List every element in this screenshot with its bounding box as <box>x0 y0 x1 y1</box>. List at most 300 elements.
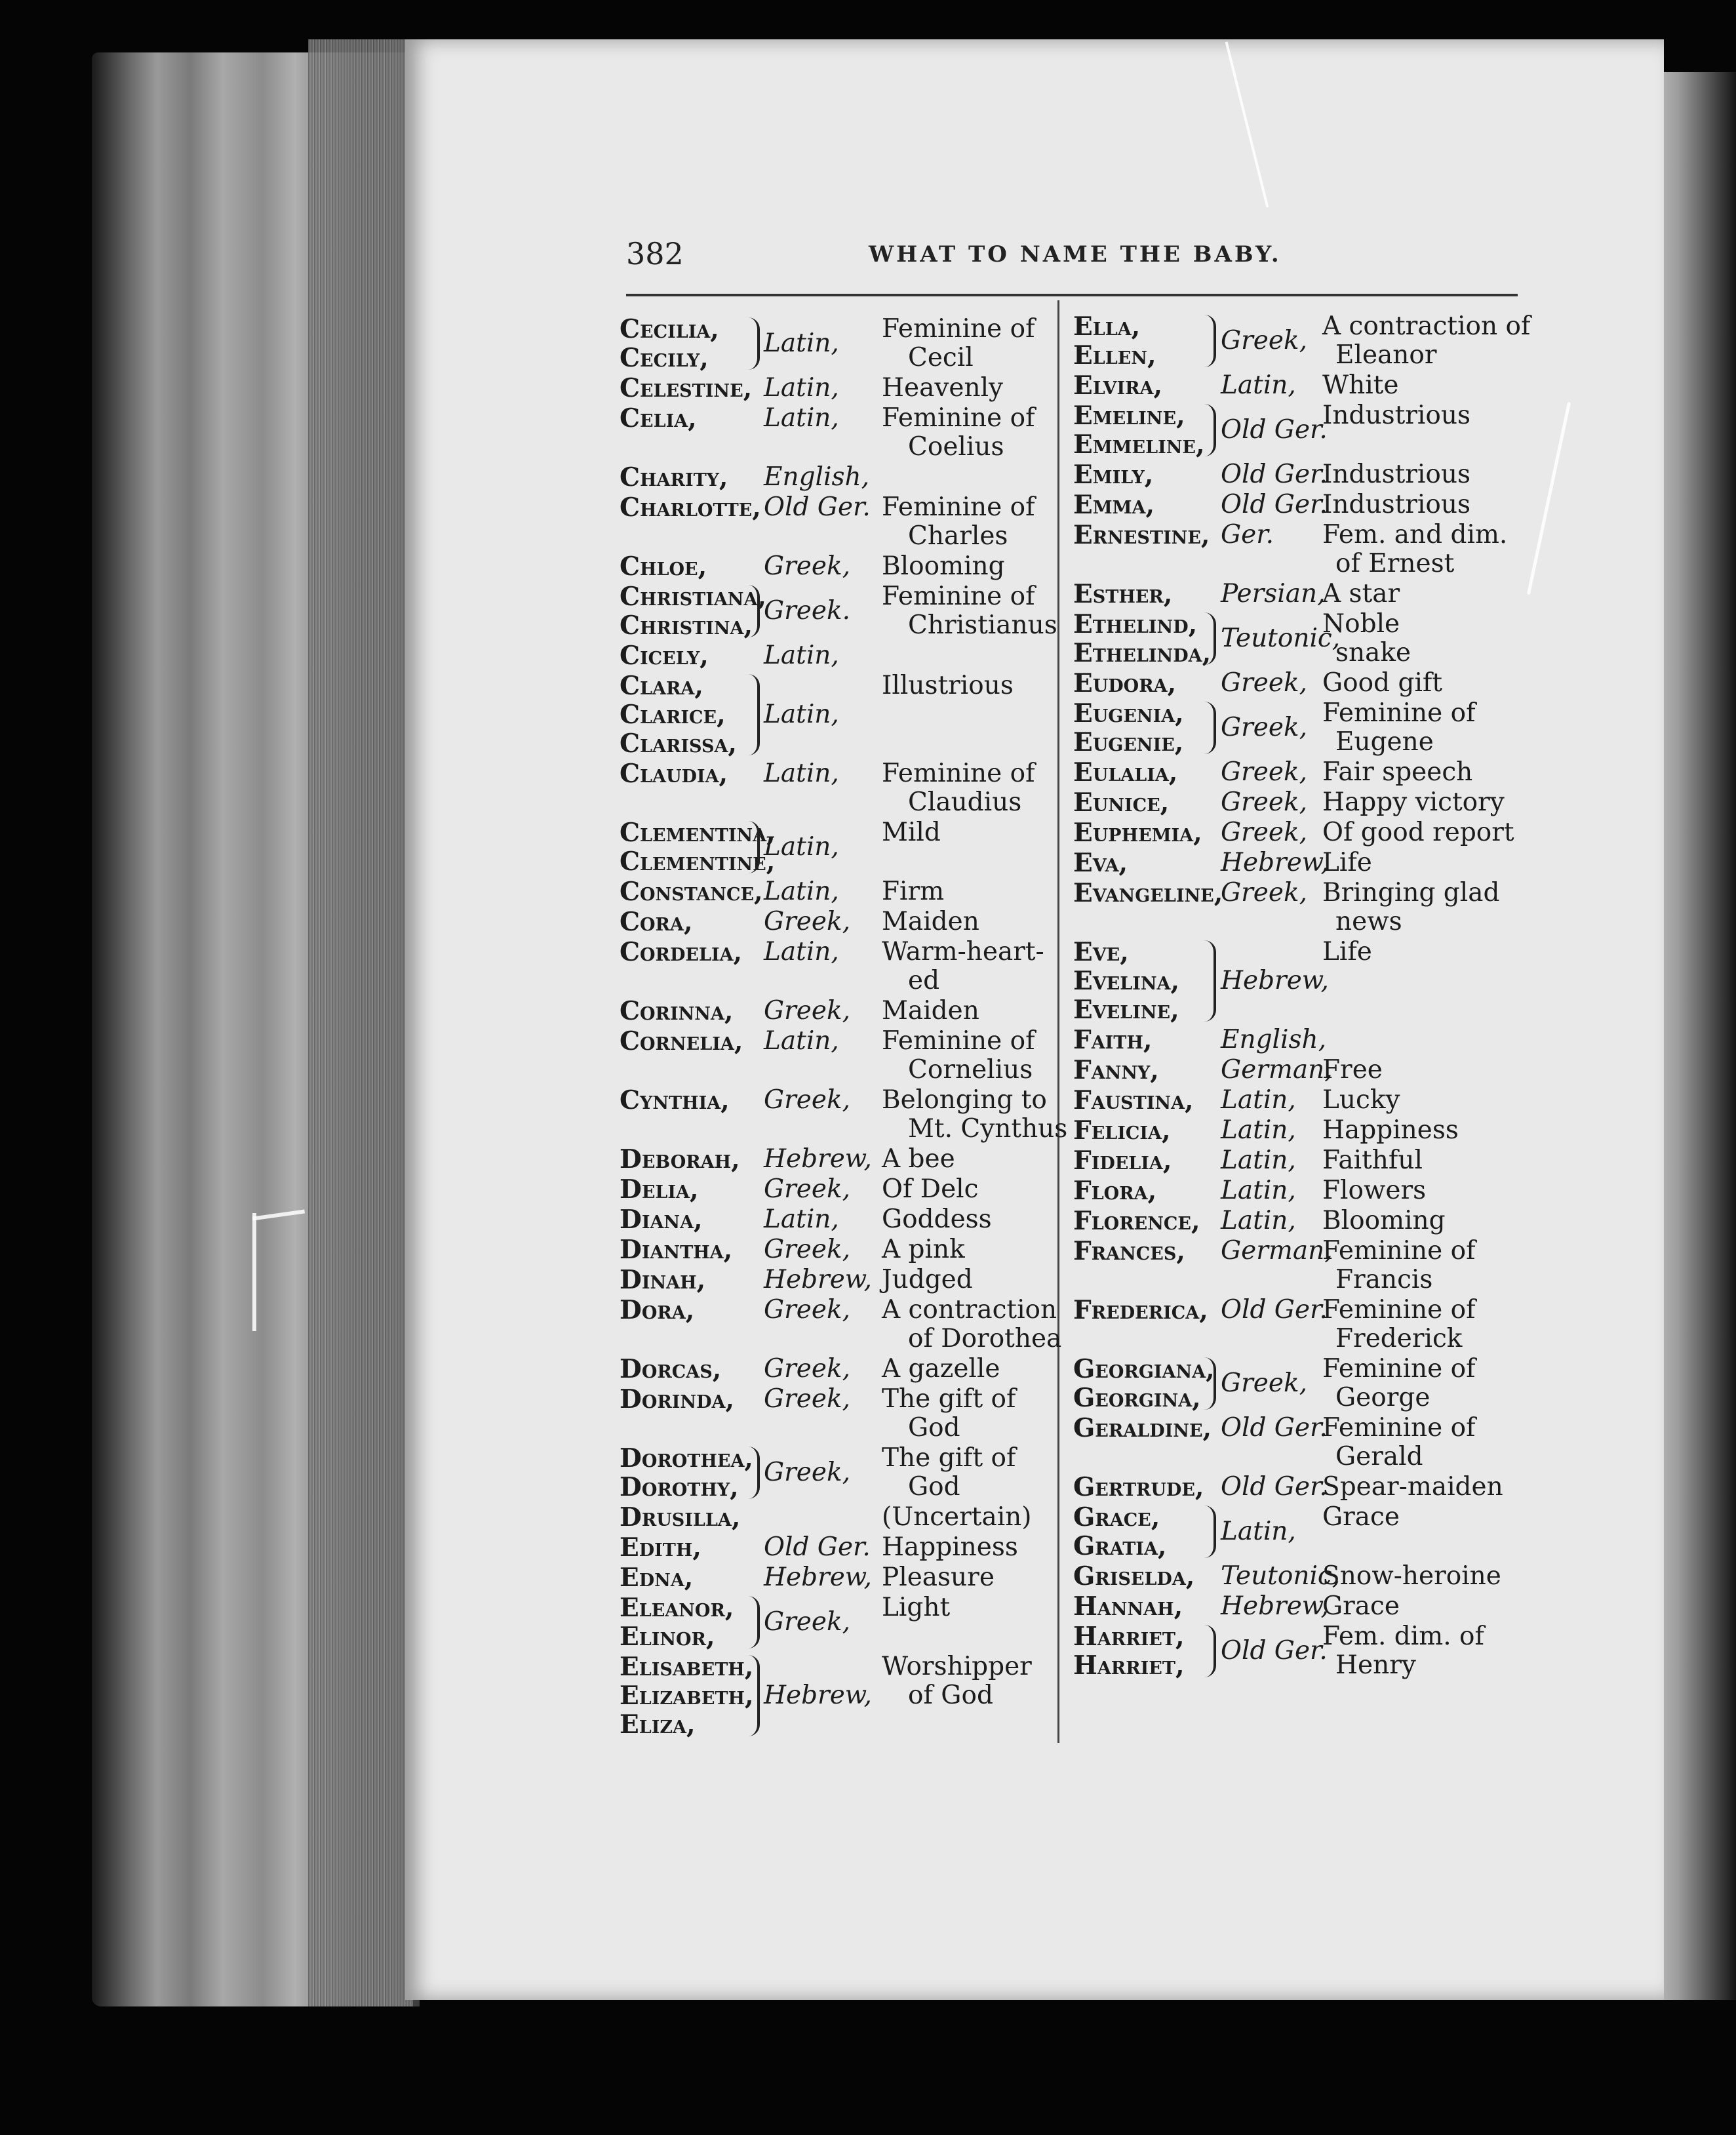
given-name: Eudora, <box>1073 668 1177 698</box>
given-name: Diana, <box>620 1205 703 1235</box>
grouping-brace <box>748 674 760 755</box>
name-meaning: A contraction <box>882 1295 1057 1325</box>
given-name: Emma, <box>1073 490 1155 520</box>
grouping-brace <box>1204 1357 1216 1410</box>
name-entry <box>1073 1296 1532 1355</box>
name-entry <box>620 1266 1065 1296</box>
origin-language: Latin, <box>764 759 839 788</box>
given-name: Faith, <box>1073 1025 1153 1055</box>
name-meaning: Flowers <box>1322 1176 1427 1205</box>
name-entry <box>620 759 1065 818</box>
given-name: Cora, <box>620 907 693 937</box>
name-meaning: Blooming <box>1322 1206 1446 1235</box>
name-entry <box>620 1355 1065 1385</box>
name-meaning: Henry <box>1335 1650 1416 1680</box>
given-name: Diantha, <box>620 1235 733 1265</box>
given-name: Eliza, <box>620 1709 696 1740</box>
given-name: Cicely, <box>620 641 709 671</box>
origin-language: Hebrew, <box>764 1265 872 1294</box>
given-name: Christiana, <box>620 582 766 612</box>
name-meaning: of Ernest <box>1335 549 1455 578</box>
given-name: Harriet, <box>1073 1622 1185 1652</box>
name-meaning: Happiness <box>1322 1115 1459 1145</box>
name-entry <box>1073 818 1532 848</box>
given-name: Cornelia, <box>620 1026 743 1056</box>
name-entry <box>620 997 1065 1027</box>
origin-language: Greek, <box>764 1295 850 1325</box>
origin-language: Latin, <box>764 700 839 729</box>
given-name: Esther, <box>1073 579 1173 609</box>
name-meaning: Feminine of <box>882 582 1035 611</box>
name-entry <box>620 1563 1065 1593</box>
origin-language: Hebrew, <box>764 1144 872 1174</box>
origin-language: Latin, <box>764 877 839 906</box>
name-meaning: Free <box>1322 1055 1383 1085</box>
given-name: Christina, <box>620 610 753 641</box>
name-meaning: Industrious <box>1322 490 1471 519</box>
grouping-brace <box>748 1447 760 1499</box>
given-name: Edith, <box>620 1532 701 1563</box>
grouping-brace <box>1204 315 1216 367</box>
name-meaning: Maiden <box>882 996 979 1026</box>
name-entry <box>620 1385 1065 1444</box>
name-meaning: The gift of <box>882 1384 1016 1414</box>
name-meaning: A gazelle <box>882 1354 1000 1384</box>
origin-language: Hebrew, <box>764 1681 872 1710</box>
origin-language: Latin, <box>1221 1085 1296 1115</box>
origin-language: Latin, <box>1221 1176 1296 1205</box>
name-entry <box>620 1027 1065 1086</box>
name-meaning: Cornelius <box>908 1055 1033 1085</box>
given-name: Edna, <box>620 1563 694 1593</box>
given-name: Evelina, <box>1073 966 1180 996</box>
name-entry <box>620 1296 1065 1355</box>
name-entry <box>1073 1116 1532 1146</box>
name-meaning: Feminine of <box>1322 1354 1476 1384</box>
given-name: Elisabeth, <box>620 1652 754 1682</box>
given-name: Florence, <box>1073 1206 1200 1236</box>
given-name: Dinah, <box>620 1265 706 1295</box>
name-entry <box>1073 1146 1532 1176</box>
name-entry <box>620 315 1065 374</box>
name-entry <box>1073 580 1532 610</box>
name-entry <box>620 1145 1065 1175</box>
origin-language: Greek, <box>1221 668 1307 698</box>
given-name: Elvira, <box>1073 370 1163 401</box>
name-meaning: Feminine of <box>1322 1236 1476 1266</box>
origin-language: Greek, <box>1221 1368 1307 1398</box>
given-name: Flora, <box>1073 1176 1157 1206</box>
name-meaning: God <box>908 1413 960 1443</box>
origin-language: Old Ger. <box>1221 1472 1328 1502</box>
given-name: Frances, <box>1073 1236 1185 1266</box>
origin-language: Old Ger. <box>764 1532 871 1562</box>
given-name: Claudia, <box>620 759 728 789</box>
film-scratch <box>252 1213 256 1331</box>
given-name: Clementine, <box>620 847 776 877</box>
origin-language: Latin, <box>764 937 839 967</box>
name-meaning: Life <box>1322 848 1372 877</box>
name-meaning: Happiness <box>882 1532 1018 1562</box>
name-entry <box>1073 1086 1532 1116</box>
name-meaning: Feminine of <box>882 403 1035 433</box>
origin-language: Greek, <box>1221 757 1307 787</box>
origin-language: Latin, <box>764 329 839 358</box>
name-entry <box>620 1503 1065 1533</box>
given-name: Chloe, <box>620 551 707 582</box>
given-name: Cordelia, <box>620 937 743 967</box>
given-name: Georgiana, <box>1073 1354 1215 1384</box>
grouping-brace <box>1204 940 1216 1022</box>
given-name: Eleanor, <box>620 1593 734 1623</box>
grouping-brace <box>1204 1625 1216 1677</box>
name-entry <box>1073 610 1532 669</box>
name-entry <box>1073 1414 1532 1473</box>
given-name: Drusilla, <box>620 1502 741 1532</box>
name-meaning: Heavenly <box>882 373 1004 403</box>
name-meaning: Industrious <box>1322 460 1471 489</box>
origin-language: Greek, <box>1221 818 1307 847</box>
given-name: Clarice, <box>620 700 726 730</box>
given-name: Emeline, <box>1073 401 1185 431</box>
name-meaning: Industrious <box>1322 401 1471 430</box>
name-entry <box>620 1533 1065 1563</box>
name-entry <box>1073 1562 1532 1592</box>
name-entry <box>1073 521 1532 580</box>
name-entry <box>1073 758 1532 788</box>
origin-language: Latin, <box>764 403 839 433</box>
origin-language: Old Ger. <box>1221 1295 1328 1325</box>
given-name: Charity, <box>620 462 728 492</box>
page-number: 382 <box>626 236 684 271</box>
page-header <box>626 236 1518 275</box>
name-meaning: Life <box>1322 937 1372 967</box>
given-name: Griselda, <box>1073 1561 1195 1591</box>
name-meaning: Faithful <box>1322 1146 1423 1175</box>
name-meaning: of Dorothea <box>908 1324 1062 1353</box>
name-entry <box>620 463 1065 493</box>
grouping-brace <box>1204 404 1216 456</box>
name-entry <box>620 818 1065 877</box>
name-meaning: Francis <box>1335 1265 1433 1294</box>
origin-language: Teutonic, <box>1221 1561 1341 1591</box>
given-name: Gratia, <box>1073 1531 1167 1561</box>
given-name: Fidelia, <box>1073 1146 1172 1176</box>
given-name: Elinor, <box>620 1622 715 1652</box>
name-entry <box>1073 1355 1532 1414</box>
name-entry <box>620 1205 1065 1235</box>
name-entry <box>1073 401 1532 460</box>
name-meaning: news <box>1335 907 1402 936</box>
origin-language: Greek, <box>764 1174 850 1204</box>
name-meaning: of God <box>908 1681 993 1710</box>
given-name: Corinna, <box>620 996 734 1026</box>
origin-language: Latin, <box>764 373 839 403</box>
name-entry <box>1073 788 1532 818</box>
running-head: WHAT TO NAME THE BABY. <box>869 241 1282 268</box>
name-entry <box>1073 460 1532 490</box>
origin-language: Greek, <box>764 1085 850 1115</box>
origin-language: Old Ger. <box>1221 1636 1328 1666</box>
name-meaning: Good gift <box>1322 668 1443 698</box>
grouping-brace <box>748 1655 760 1736</box>
origin-language: Latin, <box>764 1026 839 1056</box>
name-entry <box>1073 1056 1532 1086</box>
origin-language: Greek, <box>1221 713 1307 742</box>
given-name: Celestine, <box>620 373 753 403</box>
name-meaning: Light <box>882 1593 951 1622</box>
name-meaning: Fem. and dim. <box>1322 520 1508 549</box>
name-meaning: Pleasure <box>882 1563 995 1592</box>
name-meaning: Claudius <box>908 788 1022 817</box>
given-name: Geraldine, <box>1073 1413 1212 1443</box>
name-entry <box>620 641 1065 671</box>
origin-language: Old Ger. <box>1221 490 1328 519</box>
origin-language: Hebrew, <box>1221 1591 1329 1621</box>
name-meaning: Belonging to <box>882 1085 1047 1115</box>
origin-language: Ger. <box>1221 520 1274 549</box>
given-name: Deborah, <box>620 1144 740 1174</box>
origin-language: Greek, <box>764 551 850 581</box>
name-entry <box>620 374 1065 404</box>
origin-language: Greek, <box>764 1384 850 1414</box>
name-meaning: Snow-heroine <box>1322 1561 1501 1591</box>
name-meaning: Feminine of <box>1322 1295 1476 1325</box>
name-meaning: Judged <box>882 1265 973 1294</box>
origin-language: Latin, <box>764 641 839 670</box>
given-name: Eugenie, <box>1073 727 1184 757</box>
origin-language: Persian, <box>1221 579 1326 609</box>
name-meaning: Frederick <box>1335 1324 1463 1353</box>
given-name: Euphemia, <box>1073 818 1202 848</box>
name-meaning: Feminine of <box>882 492 1035 522</box>
name-meaning: Fair speech <box>1322 757 1473 787</box>
origin-language: Greek, <box>764 907 850 936</box>
name-meaning: Warm-heart- <box>882 937 1044 967</box>
name-meaning: Feminine of <box>1322 698 1476 728</box>
given-name: Eunice, <box>1073 788 1170 818</box>
name-meaning: Spear-maiden <box>1322 1472 1503 1502</box>
given-name: Eve, <box>1073 937 1129 967</box>
given-name: Charlotte, <box>620 492 761 523</box>
given-name: Dora, <box>620 1295 695 1325</box>
name-entry <box>1073 312 1532 371</box>
name-entry <box>620 1235 1065 1266</box>
name-meaning: Fem. dim. of <box>1322 1622 1484 1651</box>
name-meaning: A pink <box>882 1235 965 1264</box>
origin-language: Old Ger. <box>1221 415 1328 445</box>
given-name: Emily, <box>1073 460 1154 490</box>
name-entry <box>620 1444 1065 1503</box>
name-meaning: Goddess <box>882 1205 992 1234</box>
origin-language: Greek, <box>1221 788 1307 817</box>
given-name: Eugenia, <box>1073 698 1184 728</box>
given-name: Ellen, <box>1073 340 1156 370</box>
name-entry <box>1073 1237 1532 1296</box>
origin-language: Latin, <box>1221 370 1296 400</box>
name-entry <box>620 1085 1068 1145</box>
name-entry <box>1073 371 1532 401</box>
given-name: Georgina, <box>1073 1383 1201 1413</box>
given-name: Dorothy, <box>620 1472 739 1502</box>
given-name: Gertrude, <box>1073 1472 1204 1502</box>
name-meaning: Lucky <box>1322 1085 1400 1115</box>
name-meaning: A contraction of <box>1322 311 1531 341</box>
origin-language: Latin, <box>764 832 839 862</box>
given-name: Cecilia, <box>620 314 719 344</box>
origin-language: English, <box>764 462 870 492</box>
origin-language: Teutonic, <box>1221 624 1341 653</box>
name-meaning: Maiden <box>882 907 979 936</box>
given-name: Elizabeth, <box>620 1681 754 1711</box>
name-entry <box>1073 1176 1532 1207</box>
origin-language: Latin, <box>1221 1115 1296 1145</box>
name-entry <box>1073 938 1532 1026</box>
name-entry <box>620 908 1065 938</box>
grouping-brace <box>748 585 760 637</box>
name-entry <box>1073 1592 1532 1622</box>
given-name: Dorcas, <box>620 1354 722 1384</box>
origin-language: German, <box>1221 1236 1333 1266</box>
origin-language: Old Ger. <box>1221 460 1328 489</box>
name-meaning: Cecil <box>908 343 974 372</box>
given-name: Emmeline, <box>1073 429 1205 460</box>
name-meaning: Christianus <box>908 610 1057 640</box>
given-name: Clementina, <box>620 818 776 848</box>
origin-language: Greek, <box>1221 326 1307 355</box>
name-meaning: Feminine of <box>1322 1413 1476 1443</box>
origin-language: Latin, <box>1221 1146 1296 1175</box>
name-entry <box>1073 669 1532 699</box>
name-entry <box>620 552 1065 582</box>
name-meaning: Eleanor <box>1335 340 1437 370</box>
name-entry <box>620 493 1065 552</box>
given-name: Delia, <box>620 1174 699 1205</box>
origin-language: Latin, <box>1221 1206 1296 1235</box>
name-entry <box>1073 1622 1532 1681</box>
origin-language: Greek. <box>764 596 850 626</box>
name-meaning: Noble <box>1322 609 1400 639</box>
name-meaning: Illustrious <box>882 671 1014 700</box>
given-name: Hannah, <box>1073 1591 1183 1622</box>
origin-language: Greek, <box>764 1354 850 1384</box>
given-name: Clarissa, <box>620 728 737 759</box>
name-meaning: Mild <box>882 818 941 847</box>
grouping-brace <box>748 821 760 873</box>
name-entry <box>620 1175 1065 1205</box>
given-name: Clara, <box>620 671 703 701</box>
name-meaning: (Uncertain) <box>882 1502 1032 1532</box>
name-meaning: Of good report <box>1322 818 1514 847</box>
name-entry <box>620 1593 1065 1652</box>
page-stack <box>308 39 413 2006</box>
name-meaning: Gerald <box>1335 1442 1423 1471</box>
given-name: Ella, <box>1073 311 1141 342</box>
given-name: Celia, <box>620 403 697 433</box>
name-meaning: snake <box>1335 638 1411 668</box>
grouping-brace <box>1204 1506 1216 1558</box>
given-name: Eulalia, <box>1073 757 1178 788</box>
origin-language: Latin, <box>1221 1517 1296 1546</box>
given-name: Cecily, <box>620 343 709 373</box>
name-meaning: Grace <box>1322 1502 1400 1532</box>
name-meaning: Feminine of <box>882 314 1035 344</box>
given-name: Eveline, <box>1073 995 1179 1025</box>
name-meaning: Feminine of <box>882 759 1035 788</box>
name-meaning: Bringing glad <box>1322 878 1500 908</box>
name-entry <box>620 877 1065 908</box>
origin-language: Hebrew, <box>1221 966 1329 995</box>
left-column <box>620 314 1068 1740</box>
name-meaning: God <box>908 1472 960 1502</box>
given-name: Dorinda, <box>620 1384 735 1414</box>
origin-language: Hebrew, <box>764 1563 872 1592</box>
origin-language: English, <box>1221 1025 1327 1054</box>
origin-language: Old Ger. <box>764 492 871 522</box>
name-meaning: Of Delc <box>882 1174 979 1204</box>
given-name: Cynthia, <box>620 1085 730 1115</box>
origin-language: German, <box>1221 1055 1333 1085</box>
given-name: Frederica, <box>1073 1295 1208 1325</box>
origin-language: Greek, <box>764 1607 850 1637</box>
name-entry <box>620 1652 1065 1740</box>
origin-language: Hebrew, <box>1221 848 1329 877</box>
given-name: Ethelinda, <box>1073 638 1212 668</box>
grouping-brace <box>1204 612 1216 665</box>
given-name: Dorothea, <box>620 1443 754 1473</box>
name-meaning: ed <box>908 966 940 995</box>
name-entry <box>620 582 1065 641</box>
name-meaning: A star <box>1322 579 1400 609</box>
given-name: Eva, <box>1073 848 1128 878</box>
name-meaning: Firm <box>882 877 945 906</box>
name-entry <box>1073 1473 1532 1503</box>
header-rule <box>626 294 1518 296</box>
name-meaning: Happy victory <box>1322 788 1505 817</box>
grouping-brace <box>1204 702 1216 754</box>
name-entry <box>620 404 1065 463</box>
name-meaning: Worshipper <box>882 1652 1032 1681</box>
origin-language: Greek, <box>764 1235 850 1264</box>
given-name: Harriet, <box>1073 1650 1185 1681</box>
name-entry <box>1073 1026 1532 1056</box>
name-entry <box>1073 848 1532 879</box>
given-name: Faustina, <box>1073 1085 1194 1115</box>
name-meaning: Charles <box>908 521 1008 551</box>
name-entry <box>620 671 1065 759</box>
name-meaning: Mt. Cynthus <box>908 1114 1068 1144</box>
origin-language: Old Ger. <box>1221 1413 1328 1443</box>
given-name: Ernestine, <box>1073 520 1210 550</box>
name-meaning: George <box>1335 1383 1430 1412</box>
name-meaning: Blooming <box>882 551 1005 581</box>
name-entry <box>1073 1503 1532 1562</box>
name-meaning: Coelius <box>908 432 1004 462</box>
name-meaning: Feminine of <box>882 1026 1035 1056</box>
origin-language: Latin, <box>764 1205 839 1234</box>
name-meaning: Grace <box>1322 1591 1400 1621</box>
name-entry <box>1073 1207 1532 1237</box>
given-name: Evangeline, <box>1073 878 1223 908</box>
name-meaning: Eugene <box>1335 727 1434 757</box>
name-entry <box>1073 699 1532 758</box>
grouping-brace <box>748 1596 760 1648</box>
name-meaning: White <box>1322 370 1399 400</box>
name-meaning: A bee <box>882 1144 955 1174</box>
name-meaning: The gift of <box>882 1443 1016 1473</box>
given-name: Fanny, <box>1073 1055 1159 1085</box>
given-name: Felicia, <box>1073 1115 1171 1146</box>
